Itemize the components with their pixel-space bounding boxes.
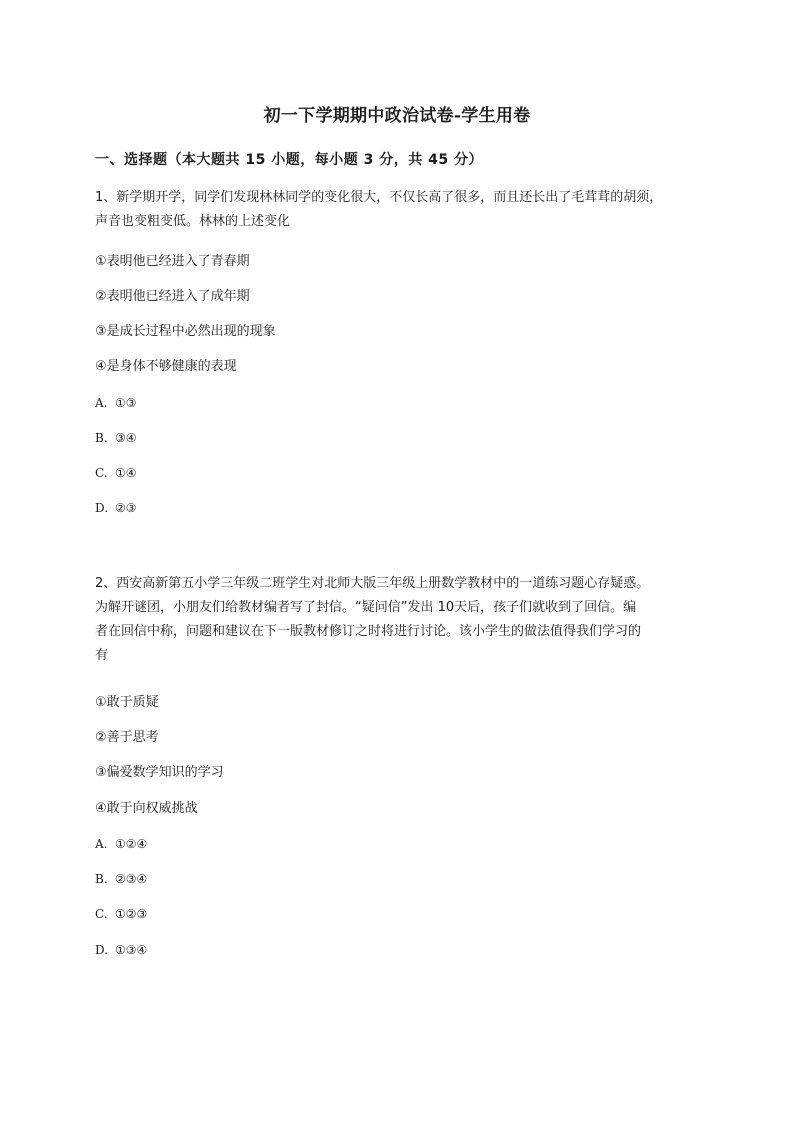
q1-choice-d bbox=[95, 498, 137, 518]
q1-choice-c bbox=[95, 463, 137, 483]
choice-letter: D. bbox=[95, 943, 109, 957]
q1-statement-3: ③是成长过程中必然出现的现象 bbox=[95, 324, 276, 339]
choice-text: ①②④ bbox=[115, 837, 148, 851]
choice-text: ①④ bbox=[115, 466, 137, 480]
question-1-stem bbox=[95, 186, 715, 234]
choice-letter: C. bbox=[95, 907, 108, 921]
choice-text: ①③ bbox=[115, 396, 137, 410]
choice-text: ②③④ bbox=[115, 872, 148, 886]
q2-statement-2: ②善于思考 bbox=[95, 730, 159, 745]
question-stem-line: 为解开谜团，小朋友们给教材编者写了封信。“疑问信”发出 10天后，孩子们就收到了回信。编 bbox=[95, 600, 637, 615]
choice-letter: B. bbox=[95, 431, 108, 445]
choice-letter: D. bbox=[95, 501, 109, 515]
question-stem-line: 2、西安高新第五小学三年级二班学生对北师大版三年级上册数学教材中的一道练习题心存疑惑。 bbox=[95, 576, 650, 591]
q2-statement-3: ③偏爱数学知识的学习 bbox=[95, 765, 224, 780]
section-heading: 一、选择题（本大题共 15 小题，每小题 3 分，共 45 分） bbox=[95, 152, 483, 168]
page-title: 初一下学期期中政治试卷-学生用卷 bbox=[263, 106, 531, 126]
choice-text: ①③④ bbox=[115, 943, 148, 957]
choice-letter: B. bbox=[95, 872, 108, 886]
choice-letter: C. bbox=[95, 466, 108, 480]
q2-choice-d bbox=[95, 940, 147, 960]
q1-statement-2: ②表明他已经进入了成年期 bbox=[95, 289, 250, 304]
choice-letter: A. bbox=[95, 396, 108, 410]
question-stem-line: 者在回信中称，问题和建议在下一版教材修订之时将进行讨论。该小学生的做法值得我们学习的 bbox=[95, 624, 642, 639]
q1-statement-1: ①表明他已经进入了青春期 bbox=[95, 254, 250, 269]
choice-text: ②③ bbox=[115, 501, 137, 515]
q2-choice-a bbox=[95, 834, 147, 854]
question-stem-line: 声音也变粗变低。林林的上述变化 bbox=[95, 214, 291, 229]
choice-text: ①②③ bbox=[115, 907, 148, 921]
q2-choice-b bbox=[95, 869, 147, 889]
choice-letter: A. bbox=[95, 837, 108, 851]
question-2-stem bbox=[95, 572, 715, 668]
q1-choice-a bbox=[95, 393, 137, 413]
choice-text: ③④ bbox=[115, 431, 137, 445]
q1-statement-4: ④是身体不够健康的表现 bbox=[95, 359, 237, 374]
question-stem-line: 1、新学期开学，同学们发现林林同学的变化很大，不仅长高了很多，而且还长出了毛茸茸的胡须， bbox=[95, 190, 663, 205]
question-stem-line: 有 bbox=[95, 648, 109, 663]
q2-choice-c bbox=[95, 904, 147, 924]
q2-statement-4: ④敢于向权威挑战 bbox=[95, 801, 198, 816]
q2-statement-1: ①敢于质疑 bbox=[95, 695, 159, 710]
q1-choice-b bbox=[95, 428, 137, 448]
